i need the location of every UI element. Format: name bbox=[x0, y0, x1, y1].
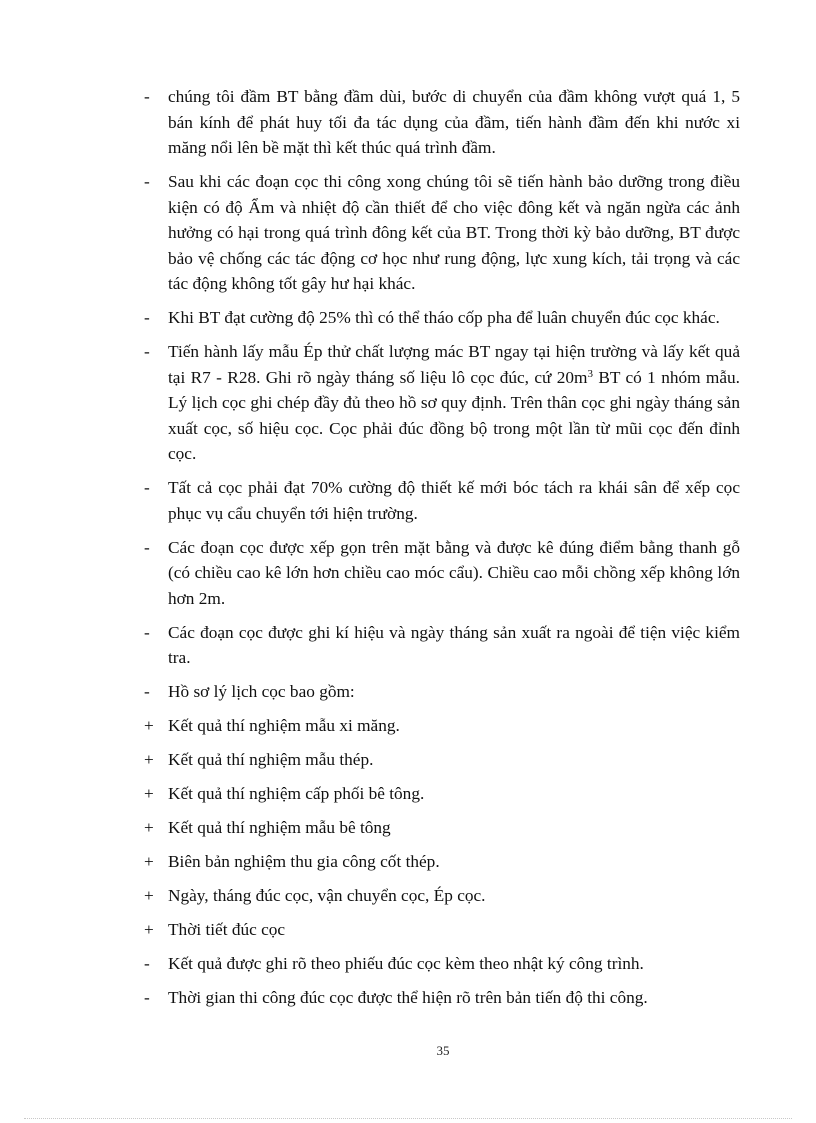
dash-marker: - bbox=[144, 87, 150, 106]
sub-bullet-item bbox=[140, 849, 740, 875]
paragraph-text-part: BT có 1 nhóm mẫu. Lý lịch cọc ghi chép đầy đủ theo hồ sơ quy định. Trên thân cọc ghi ngày tháng sản xuất cọc, số hiệu cọc. Cọc phải đúc đồng bộ trong một lần từ mũi cọc đến đỉnh cọc. bbox=[168, 367, 740, 463]
superscript: 3 bbox=[587, 367, 593, 380]
dash-marker: - bbox=[144, 308, 150, 327]
plus-marker: + bbox=[144, 818, 154, 837]
paragraph-text: Tất cả cọc phải đạt 70% cường độ thiết kế mới bóc tách ra khái sân để xếp cọc phục vụ cẩu chuyển tới hiện trường. bbox=[168, 478, 740, 523]
paragraph-text: Biên bản nghiệm thu gia công cốt thép. bbox=[168, 852, 440, 871]
paragraph-text: Kết quả thí nghiệm mẫu xi măng. bbox=[168, 716, 400, 735]
page-bottom-divider bbox=[24, 1118, 792, 1119]
plus-marker: + bbox=[144, 852, 154, 871]
sub-bullet-item bbox=[140, 883, 740, 909]
bullet-item bbox=[140, 339, 740, 467]
paragraph-text: Ngày, tháng đúc cọc, vận chuyển cọc, Ép cọc. bbox=[168, 886, 486, 905]
sub-bullet-item bbox=[140, 815, 740, 841]
bullet-item bbox=[140, 305, 740, 331]
dash-marker: - bbox=[144, 622, 150, 642]
bullet-item bbox=[140, 169, 740, 297]
paragraph-text: Kết quả được ghi rõ theo phiếu đúc cọc kèm theo nhật ký công trình. bbox=[168, 954, 644, 973]
paragraph-text: Các đoạn cọc được xếp gọn trên mặt bằng và được kê đúng điểm bằng thanh gỗ (có chiều cao kê lớn hơn chiều cao móc cẩu). Chiều cao mỗi chồng xếp không lớn hơn 2m. bbox=[168, 537, 740, 608]
sub-bullet-item bbox=[140, 747, 740, 773]
plus-marker: + bbox=[144, 886, 154, 905]
dash-marker: - bbox=[144, 478, 150, 497]
dash-marker: - bbox=[144, 537, 150, 557]
paragraph-text: Sau khi các đoạn cọc thi công xong chúng tôi sẽ tiến hành bảo dưỡng trong điều kiện có độ Ẩm và nhiệt độ cần thiết để cho việc đông kết và ngăn ngừa các ảnh hưởng có hại trong quá trình đông kết của BT. Trong thời kỳ bảo dưỡng, BT được bảo vệ chống các tác động cơ học như rung động, lực xung kích, tải trọng và các tác động không tốt gây hư hại khác. bbox=[168, 172, 740, 293]
paragraph-text: Các đoạn cọc được ghi kí hiệu và ngày tháng sản xuất ra ngoài để tiện việc kiểm tra. bbox=[168, 622, 740, 667]
plus-marker: + bbox=[144, 784, 154, 803]
page-number: 35 bbox=[436, 1043, 450, 1058]
dash-marker: - bbox=[144, 172, 150, 191]
plus-marker: + bbox=[144, 750, 154, 769]
dash-marker: - bbox=[144, 988, 150, 1007]
sub-bullet-item bbox=[140, 713, 740, 739]
paragraph-text: Kết quả thí nghiệm mẫu thép. bbox=[168, 750, 374, 769]
paragraph-text: Hồ sơ lý lịch cọc bao gồm: bbox=[168, 682, 355, 701]
paragraph-text bbox=[168, 339, 740, 467]
bullet-item bbox=[140, 620, 740, 671]
paragraph-text: Kết quả thí nghiệm mẫu bê tông bbox=[168, 818, 391, 837]
bullet-item bbox=[140, 84, 740, 161]
sub-bullet-item bbox=[140, 917, 740, 943]
bullet-item bbox=[140, 475, 740, 526]
bullet-item bbox=[140, 985, 740, 1011]
paragraph-text-part: Tiến hành lấy mẫu Ép thử chất lượng mác BT ngay tại hiện trường và lấy kết quả tại R7 - R28. Ghi rõ ngày tháng số liệu lô cọc đúc, cứ 20m bbox=[168, 342, 740, 387]
bullet-item bbox=[140, 951, 740, 977]
dash-marker: - bbox=[144, 342, 150, 361]
paragraph-text: Kết quả thí nghiệm cấp phối bê tông. bbox=[168, 784, 425, 803]
body-text bbox=[140, 84, 740, 1019]
bullet-item bbox=[140, 679, 740, 705]
sub-bullet-item bbox=[140, 781, 740, 807]
paragraph-text: Thời tiết đúc cọc bbox=[168, 920, 286, 939]
bullet-item bbox=[140, 535, 740, 612]
paragraph-text: chúng tôi đầm BT bằng đầm dùi, bước di chuyển của đầm không vượt quá 1, 5 bán kính để phát huy tối đa tác dụng của đầm, tiến hành đầm đến khi nước xi măng nổi lên bề mặt thì kết thúc quá trình đầm. bbox=[168, 87, 740, 157]
dash-marker: - bbox=[144, 682, 150, 701]
plus-marker: + bbox=[144, 716, 154, 735]
dash-marker: - bbox=[144, 954, 150, 973]
plus-marker: + bbox=[144, 920, 154, 939]
paragraph-text: Khi BT đạt cường độ 25% thì có thể tháo cốp pha để luân chuyển đúc cọc khác. bbox=[168, 308, 720, 327]
paragraph-text: Thời gian thi công đúc cọc được thể hiện rõ trên bản tiến độ thi công. bbox=[168, 988, 648, 1007]
